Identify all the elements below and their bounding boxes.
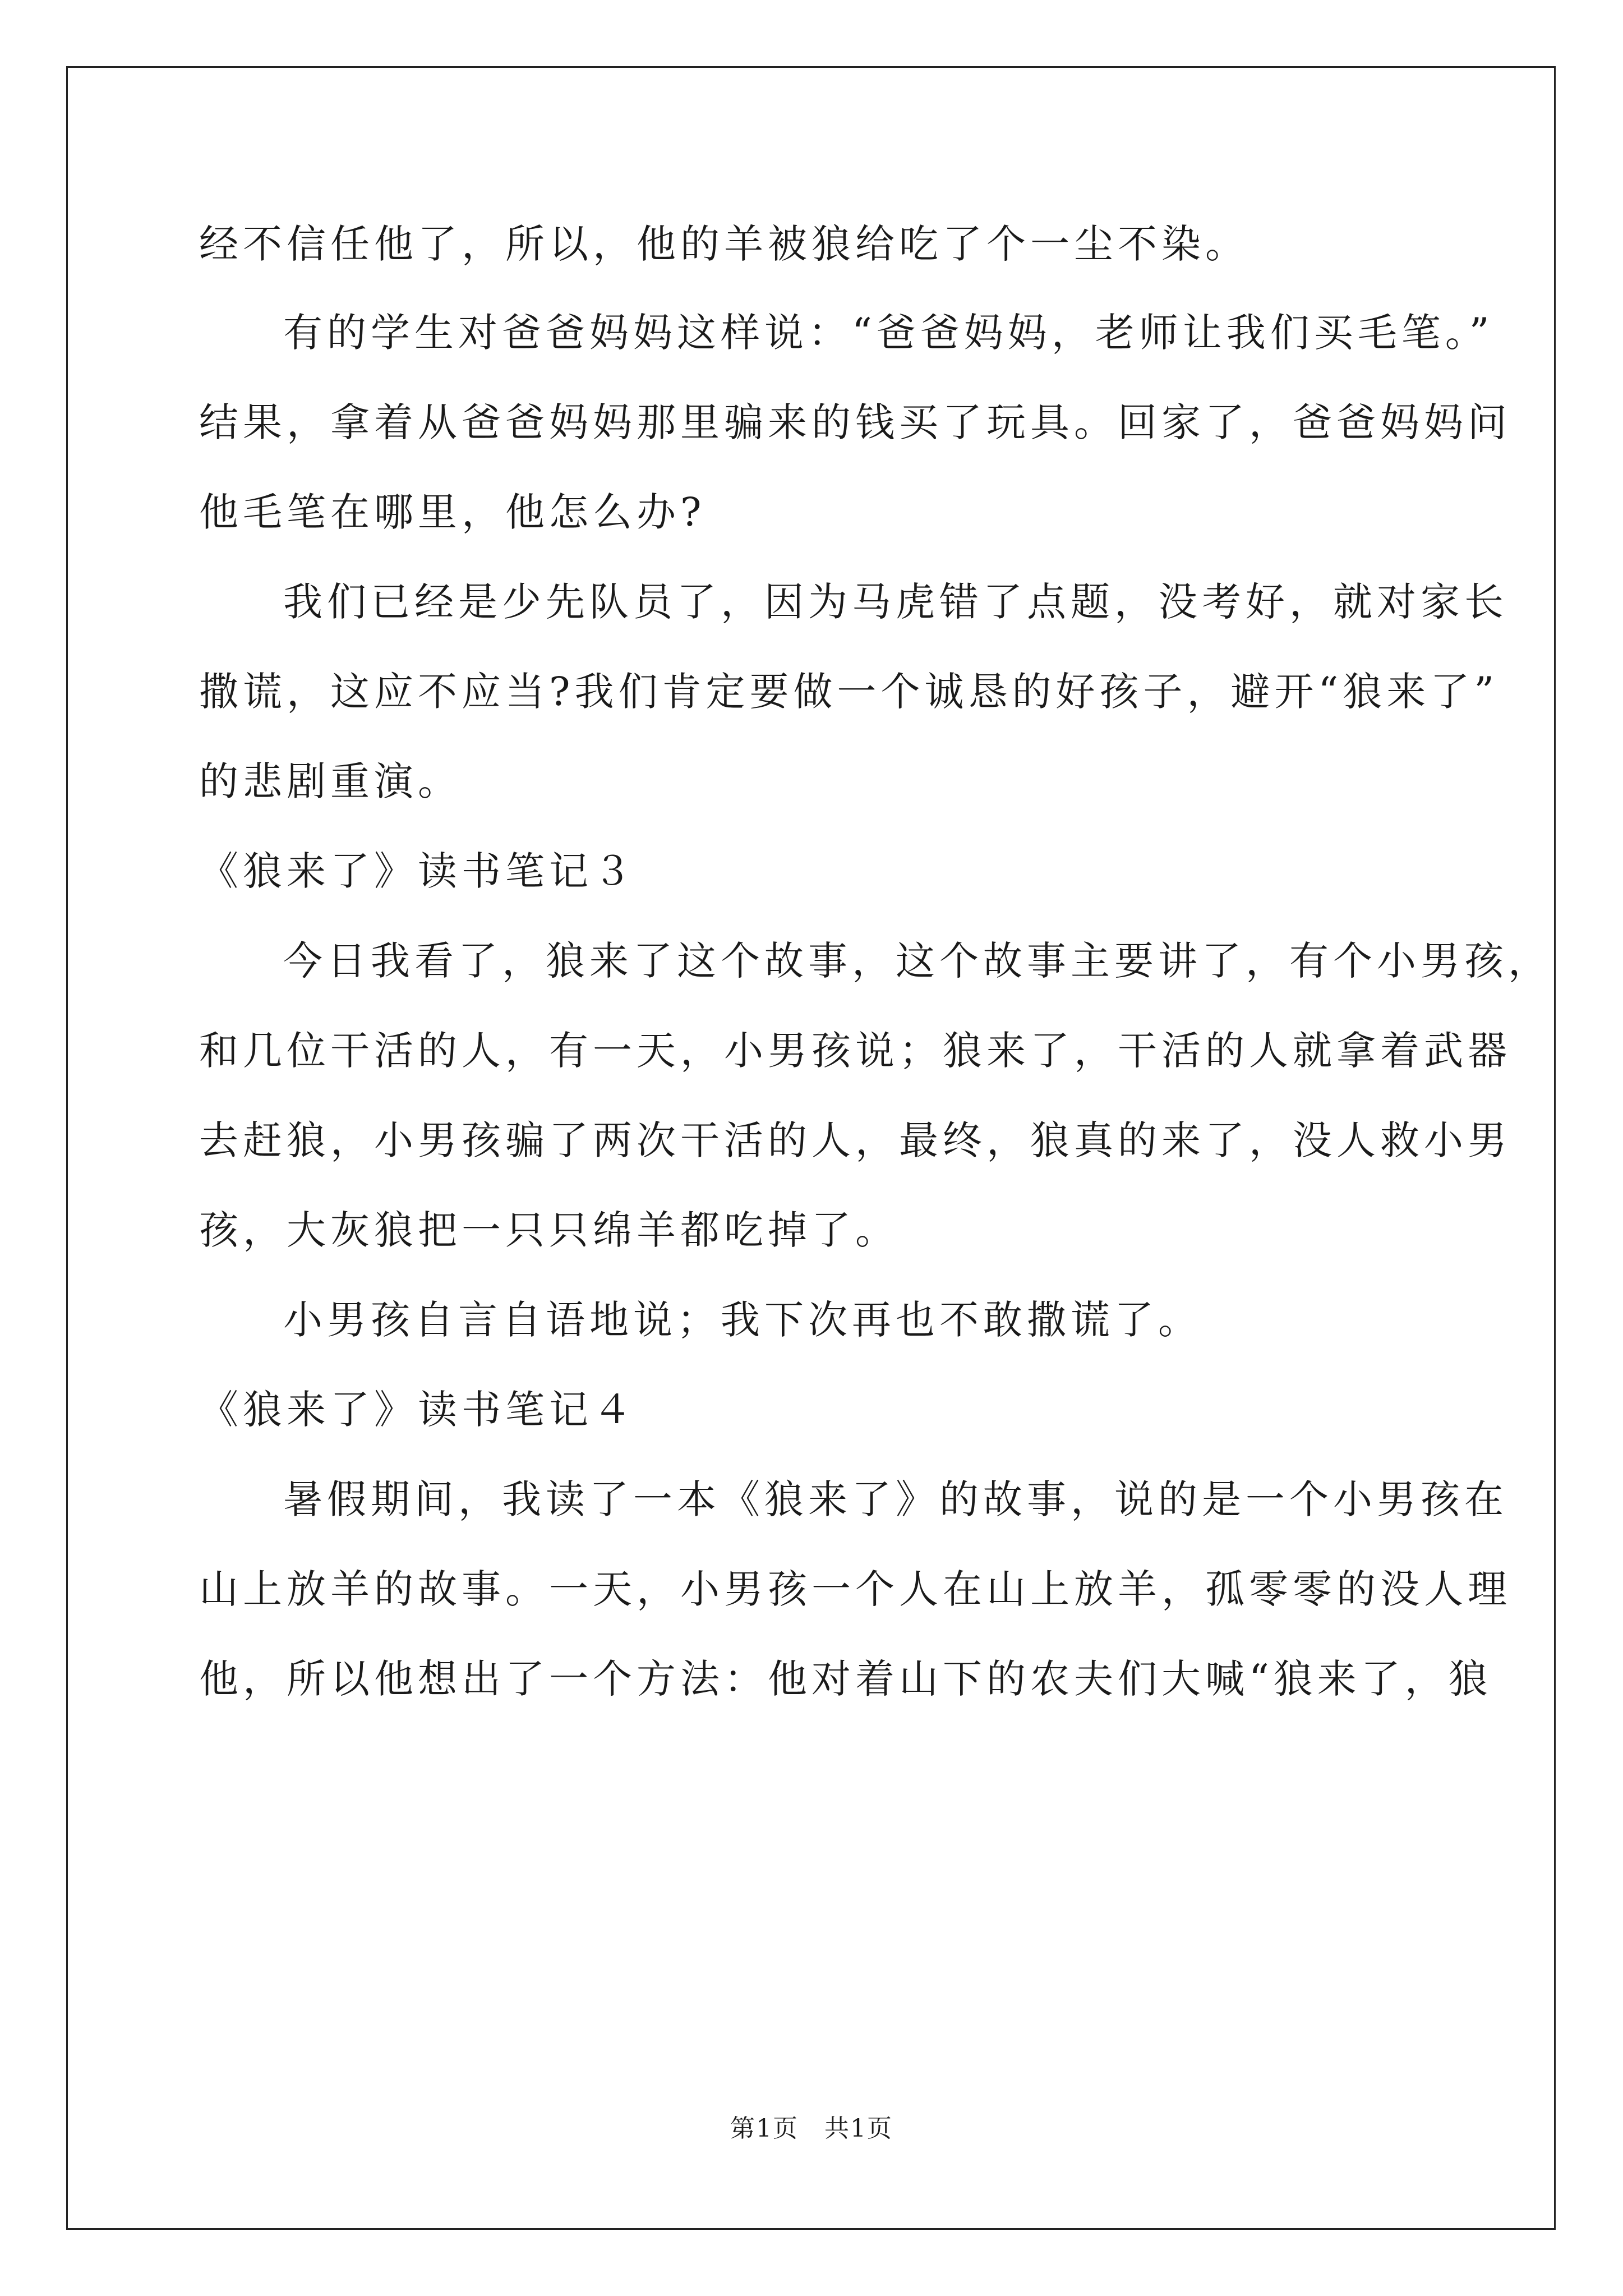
section-heading: 《狼来了》读书笔记３ bbox=[199, 848, 637, 894]
text-line: 经不信任他了，所以，他的羊被狼给吃了个一尘不染。 bbox=[199, 221, 1249, 267]
text-line: 孩，大灰狼把一只只绵羊都吃掉了。 bbox=[199, 1207, 899, 1253]
paragraph-start-line: 小男孩自言自语地说；我下次再也不敢撒谎了。 bbox=[283, 1297, 1202, 1343]
page-footer: 第1页 共1页 bbox=[730, 2114, 893, 2143]
text-line: 去赶狼，小男孩骗了两次干活的人，最终，狼真的来了，没人救小男 bbox=[199, 1117, 1511, 1163]
text-line: 结果，拿着从爸爸妈妈那里骗来的钱买了玩具。回家了，爸爸妈妈问 bbox=[199, 399, 1511, 445]
paragraph-start-line: 暑假期间，我读了一本《狼来了》的故事，说的是一个小男孩在 bbox=[283, 1476, 1508, 1522]
text-line: 他毛笔在哪里，他怎么办? bbox=[199, 489, 706, 535]
section-heading: 《狼来了》读书笔记４ bbox=[199, 1387, 637, 1433]
paragraph-start-line: 有的学生对爸爸妈妈这样说：“爸爸妈妈，老师让我们买毛笔。” bbox=[283, 310, 1494, 356]
text-line: 山上放羊的故事。一天，小男孩一个人在山上放羊，孤零零的没人理 bbox=[199, 1566, 1511, 1612]
text-line: 的悲剧重演。 bbox=[199, 758, 462, 804]
paragraph-start-line: 今日我看了，狼来了这个故事，这个故事主要讲了，有个小男孩， bbox=[283, 938, 1552, 984]
paragraph-start-line: 我们已经是少先队员了，因为马虎错了点题，没考好，就对家长 bbox=[283, 579, 1508, 625]
text-line: 撒谎，这应不应当?我们肯定要做一个诚恳的好孩子，避开“狼来了” bbox=[199, 669, 1499, 715]
text-line: 他，所以他想出了一个方法：他对着山下的农夫们大喊“狼来了，狼 bbox=[199, 1656, 1492, 1702]
text-line: 和几位干活的人，有一天，小男孩说；狼来了，干活的人就拿着武器 bbox=[199, 1028, 1511, 1074]
